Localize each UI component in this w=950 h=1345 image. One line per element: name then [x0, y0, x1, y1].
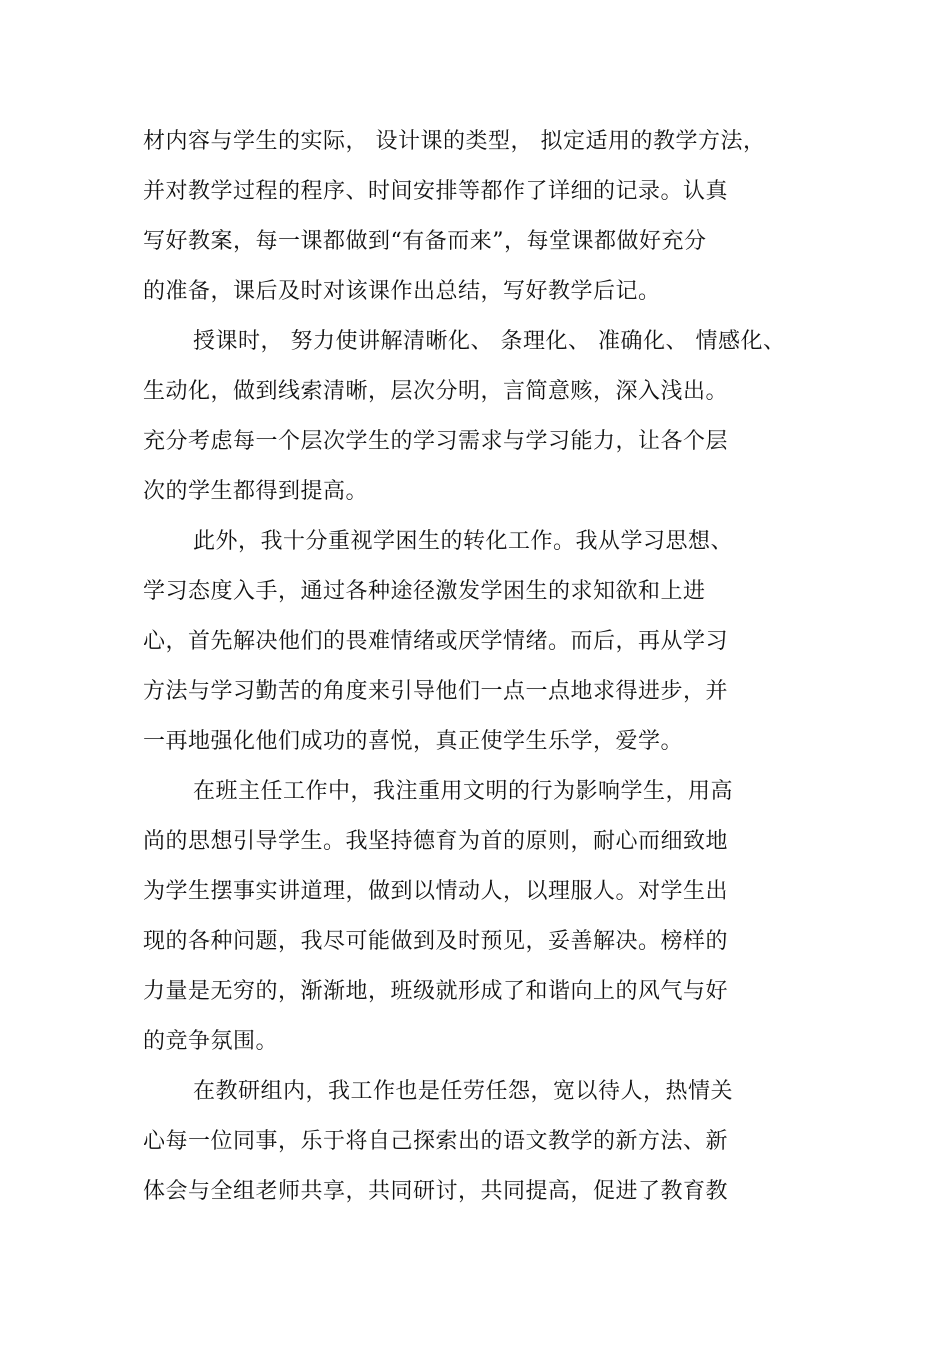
text-line: 体会与全组老师共享，共同研讨，共同提高，促进了教育教	[143, 1179, 729, 1204]
text-line: 次的学生都得到提高。	[143, 479, 369, 504]
text-line: 的准备，课后及时对该课作出总结，写好教学后记。	[143, 279, 661, 304]
text-line: 尚的思想引导学生。我坚持德育为首的原则，耐心而细致地	[143, 829, 729, 854]
text-line: 现的各种问题，我尽可能做到及时预见，妥善解决。榜样的	[143, 929, 729, 954]
text-line: 方法与学习勤苦的角度来引导他们一点一点地求得进步，并	[143, 679, 729, 704]
text-line-paragraph-start: 授课时， 努力使讲解清晰化、 条理化、 准确化、 情感化、	[193, 329, 786, 354]
text-line: 心每一位同事，乐于将自己探索出的语文教学的新方法、新	[143, 1129, 729, 1154]
text-line: 的竞争氛围。	[143, 1029, 279, 1054]
text-line: 学习态度入手，通过各种途径激发学困生的求知欲和上进	[143, 579, 706, 604]
text-line: 并对教学过程的程序、时间安排等都作了详细的记录。认真	[143, 179, 729, 204]
text-line-paragraph-start: 此外，我十分重视学困生的转化工作。我从学习思想、	[193, 529, 734, 554]
text-line: 力量是无穷的，渐渐地，班级就形成了和谐向上的风气与好	[143, 979, 729, 1004]
text-line-paragraph-start: 在教研组内，我工作也是任劳任怨，宽以待人，热情关	[193, 1079, 734, 1104]
text-line: 生动化，做到线索清晰，层次分明，言简意赅，深入浅出。	[143, 379, 729, 404]
text-line: 充分考虑每一个层次学生的学习需求与学习能力，让各个层	[143, 429, 729, 454]
text-line: 写好教案，每一课都做到“有备而来”，每堂课都做好充分	[143, 229, 707, 254]
text-line: 一再地强化他们成功的喜悦，真正使学生乐学，爱学。	[143, 729, 684, 754]
text-line: 心，首先解决他们的畏难情绪或厌学情绪。而后，再从学习	[143, 629, 729, 654]
text-line: 材内容与学生的实际， 设计课的类型， 拟定适用的教学方法，	[143, 129, 766, 154]
text-line: 为学生摆事实讲道理，做到以情动人，以理服人。对学生出	[143, 879, 729, 904]
text-line-paragraph-start: 在班主任工作中，我注重用文明的行为影响学生，用高	[193, 779, 734, 804]
